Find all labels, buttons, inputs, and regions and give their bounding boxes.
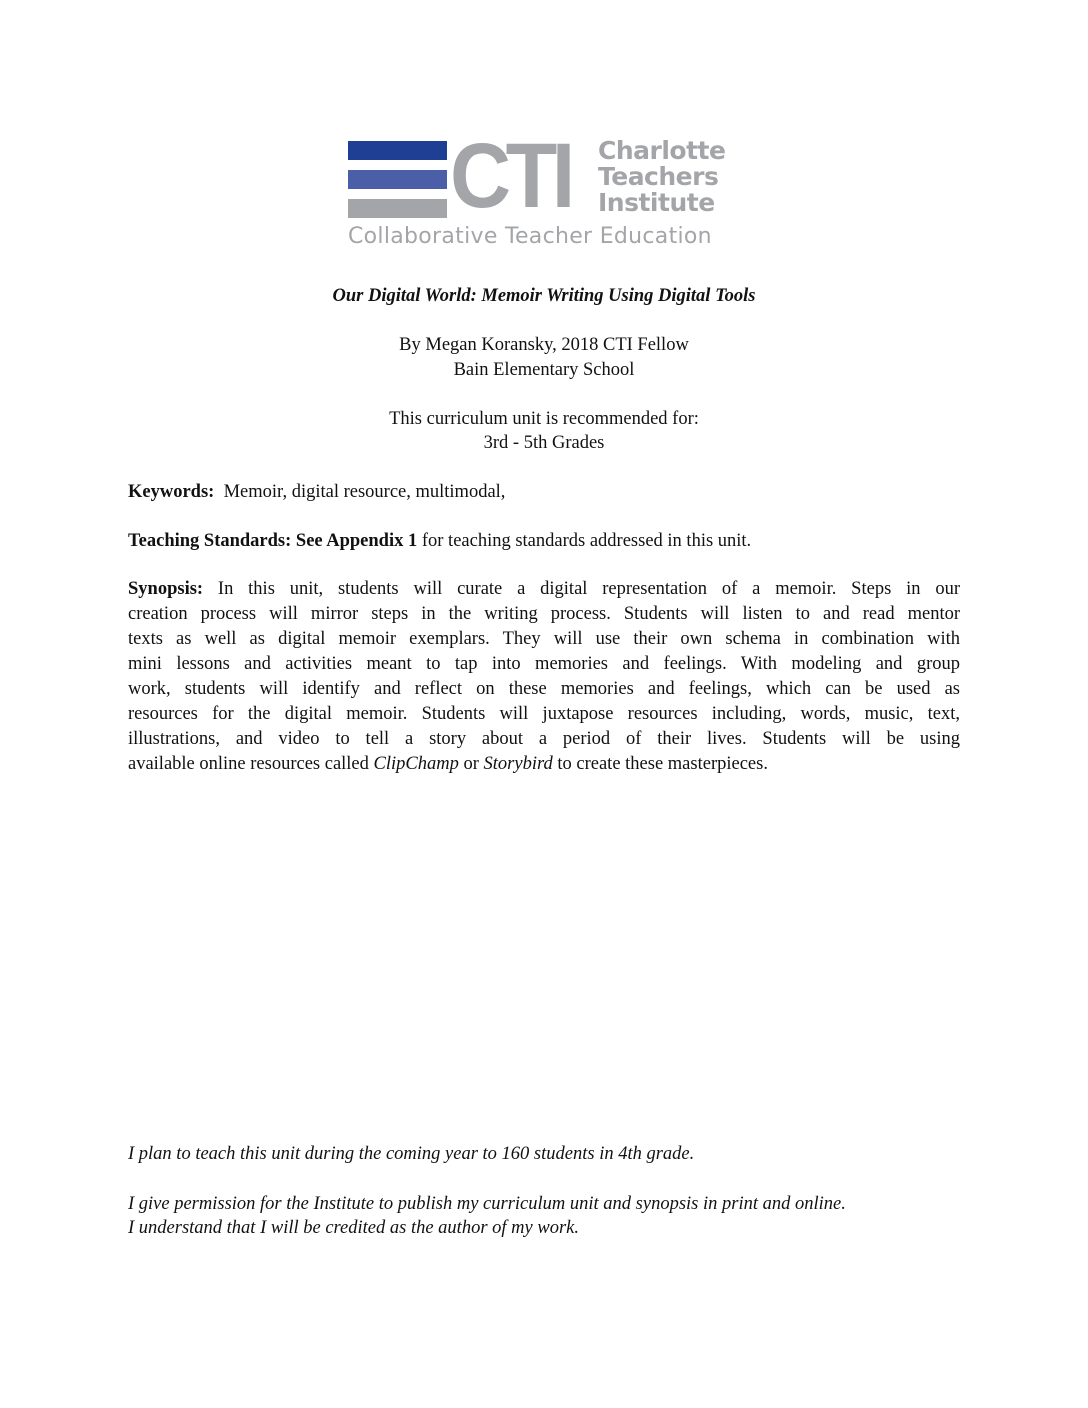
permission-line: I understand that I will be credited as the author of my work. (128, 1218, 579, 1238)
teaching-standards: Teaching Standards: See Appendix 1 for teaching standards addressed in this unit. (128, 531, 752, 551)
keywords: Keywords: Memoir, digital resource, multimodal, (128, 482, 506, 502)
permission-line: I give permission for the Institute to publish my curriculum unit and synopsis in print and online. (128, 1194, 846, 1214)
document-page: CTI Charlotte Teachers Institute Collaborative Teacher Education Our Digital World: Memoir Writing Using Digital Tools By Megan Koransky, 2018 CTI Fellow Bain Elementary School This curriculum unit is recommended for: 3rd - 5th Grades Keywords: Memoir, digital resource, multimodal, Teaching Standards: See Appendix 1 for teaching standards addressed in this unit. Synopsis: In this unit, students will curate a digital representation of a memoir. Steps in our creation process will mirror steps in the writing process. Students will listen to and read mentor texts as well as digital memoir exemplars. They will use their own schema in combination with mini lessons and activities meant to tap into memories and feelings. With modeling and group work, students will identify and reflect on these memories and feelings, which can be used as resources for the digital memoir. Students will juxtapose resources including, words, music, text, illustrations, and video to tell a story about a period of their lives. Students will be using available online resources called ClipChamp or Storybird to create these masterpieces. I plan to teach this unit during the coming year to 160 students in 4th grade. I give permission for the Institute to publish my curriculum unit and synopsis in print and online. I understand that I will be credited as the author of my work. (0, 0, 1088, 1408)
school-line: Bain Elementary School (453, 360, 635, 380)
logo-bar (348, 170, 447, 189)
logo-bar (348, 199, 447, 218)
logo-mark: CTI (450, 125, 570, 227)
grades: 3rd - 5th Grades (483, 433, 605, 453)
cti-logo (348, 125, 738, 253)
recommended-label: This curriculum unit is recommended for: (389, 409, 699, 429)
logo-bar (348, 141, 447, 160)
author-line: By Megan Koransky, 2018 CTI Fellow (399, 335, 689, 355)
plan-statement: I plan to teach this unit during the coming year to 160 students in 4th grade. (128, 1144, 695, 1164)
logo-name: Charlotte Teachers Institute (598, 136, 726, 217)
document-title: Our Digital World: Memoir Writing Using Digital Tools (332, 286, 756, 306)
logo-tagline: Collaborative Teacher Education (348, 224, 712, 249)
